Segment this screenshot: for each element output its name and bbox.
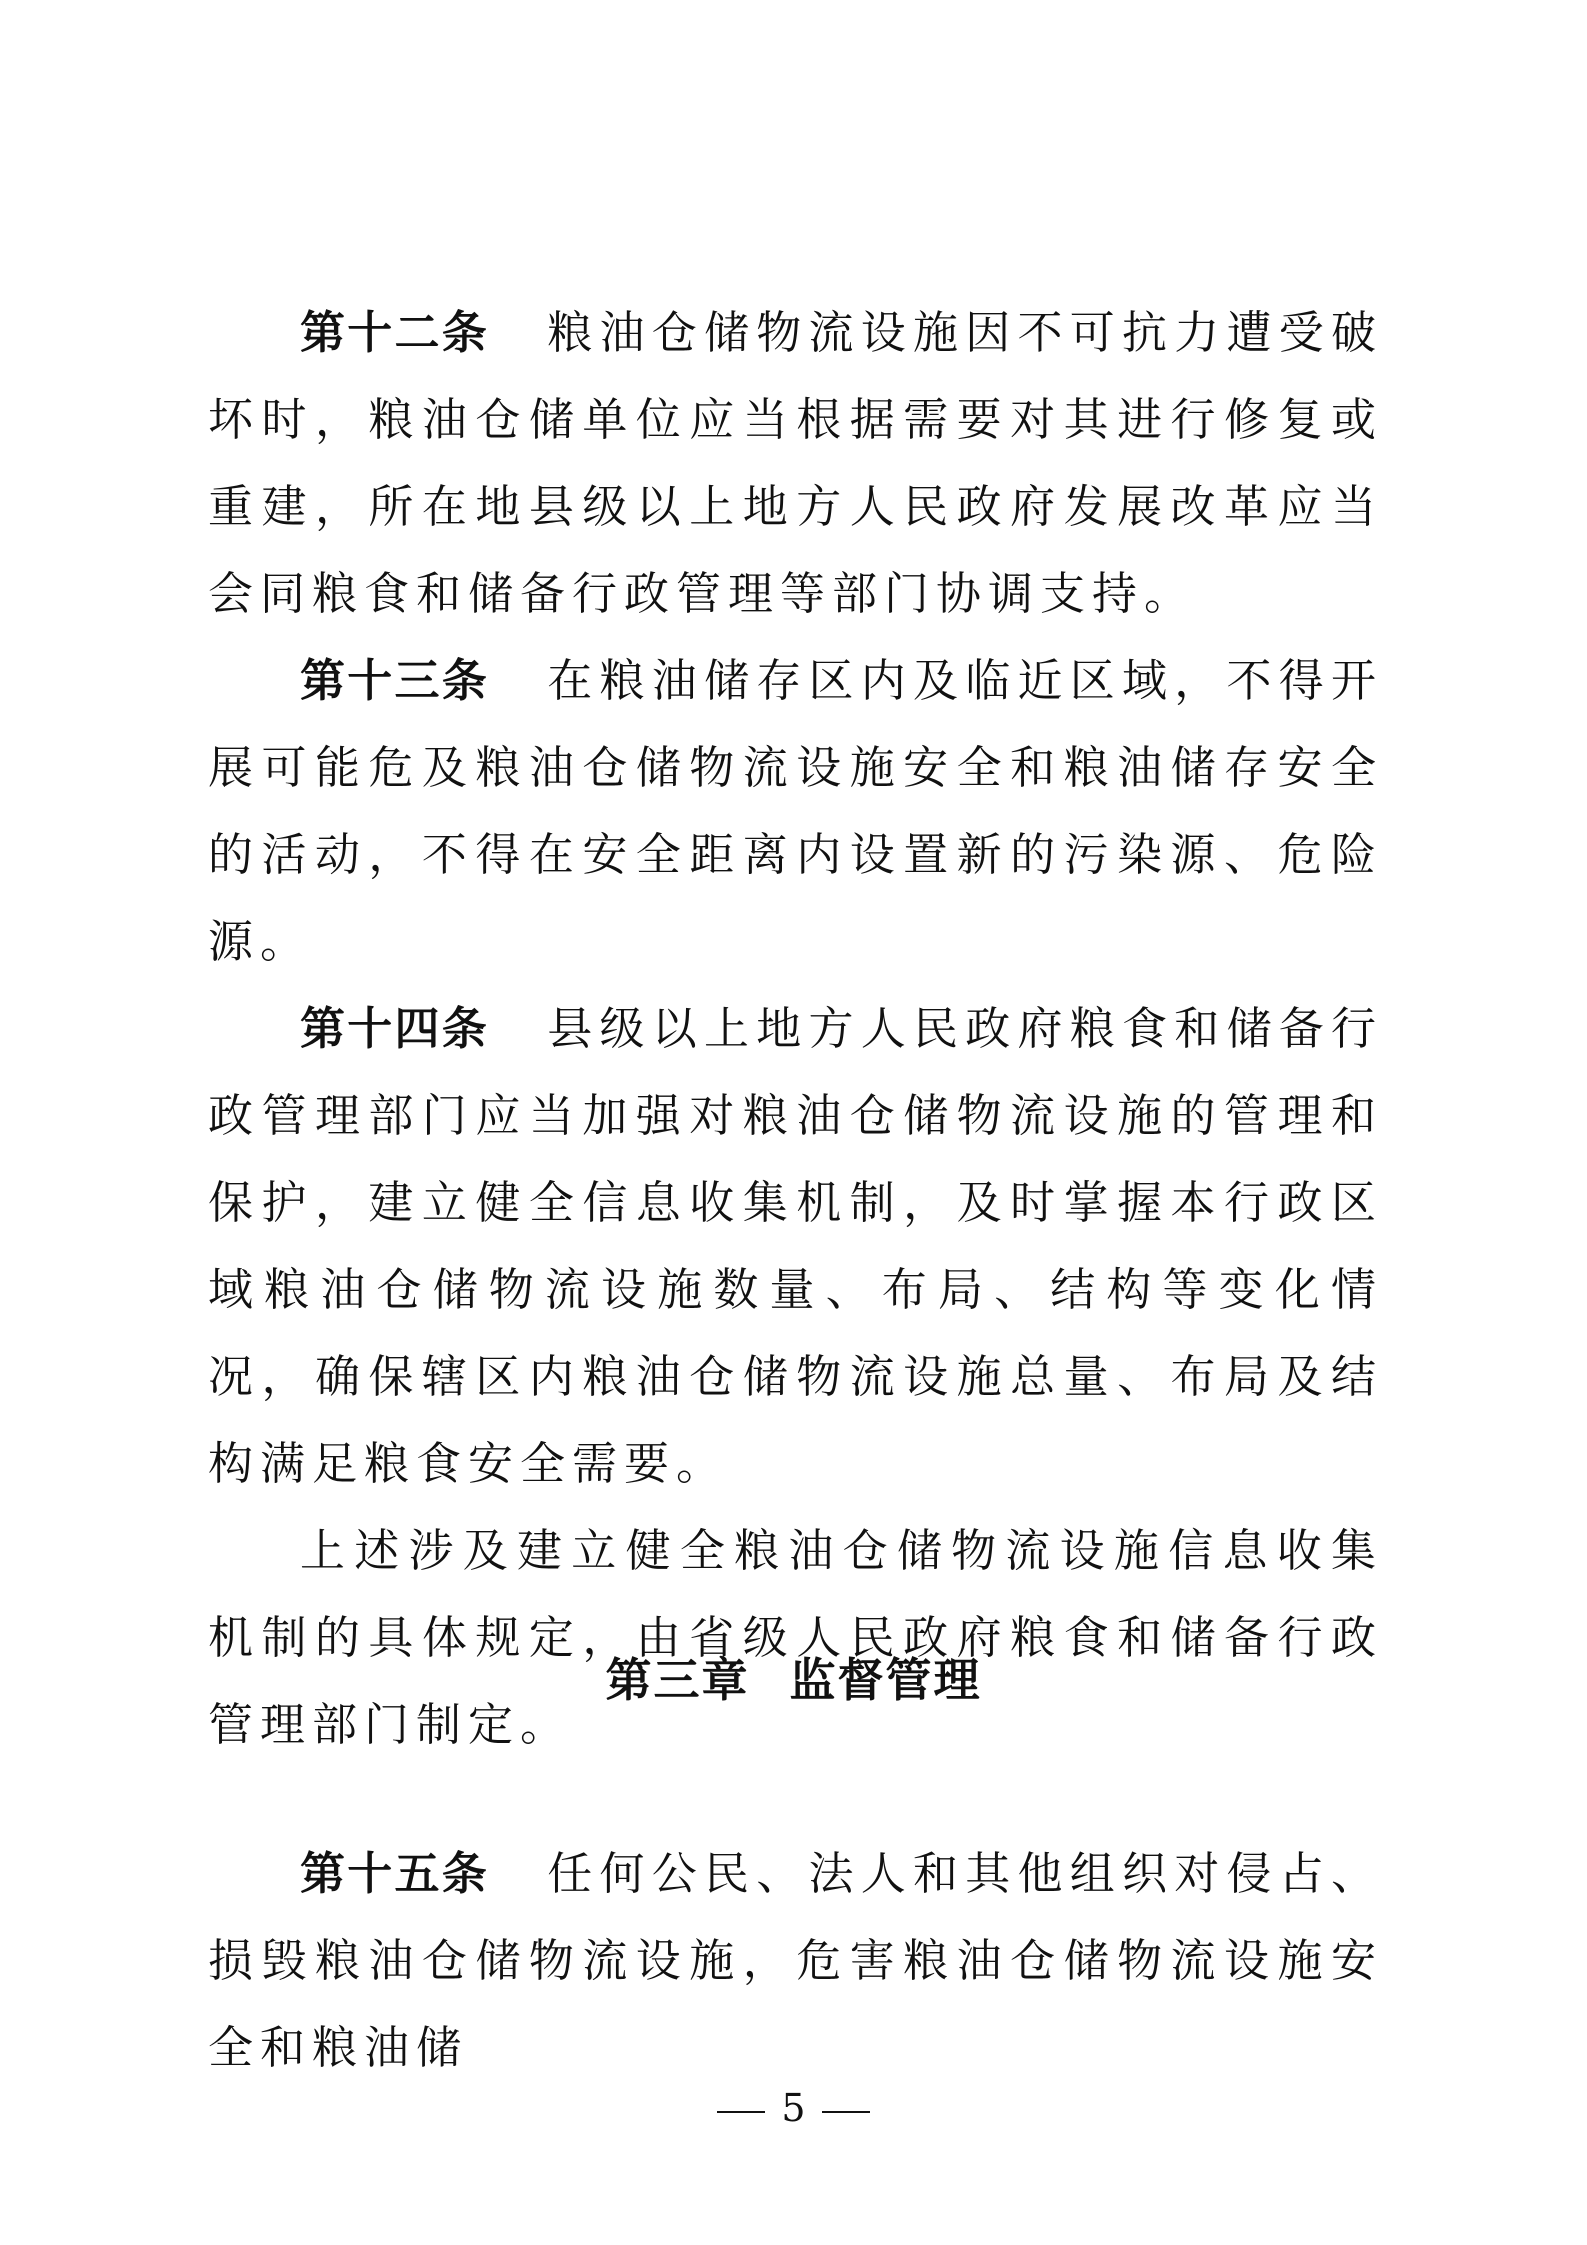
footer-dash-left xyxy=(717,2111,765,2113)
continuation-paragraph: 上述涉及建立健全粮油仓储物流设施信息收集机制的具体规定，由省级人民政府粮食和储备行政管理部门制定。 xyxy=(208,1524,1383,1751)
article-label: 第十四条 xyxy=(300,1002,489,1055)
article-text: 在粮油储存区内及临近区域，不得开展可能危及粮油仓储物流设施安全和粮油储存安全的活动，不得在安全距离内设置新的污染源、危险源。 xyxy=(208,654,1383,968)
chapter-number: 第三章 xyxy=(605,1653,750,1707)
page-footer xyxy=(0,2078,1587,2138)
body-text-upper xyxy=(208,289,1383,1768)
article-text: 粮油仓储物流设施因不可抗力遭受破坏时，粮油仓储单位应当根据需要对其进行修复或重建，所在地县级以上地方人民政府发展改革应当会同粮食和储备行政管理等部门协调支持。 xyxy=(208,306,1383,620)
footer-dash-right xyxy=(822,2111,870,2113)
page-number: 5 xyxy=(781,2086,806,2130)
article-label: 第十二条 xyxy=(300,306,489,359)
article-label: 第十三条 xyxy=(300,654,489,707)
article-12 xyxy=(208,289,1383,637)
body-text-lower xyxy=(208,1830,1383,2091)
article-text: 县级以上地方人民政府粮食和储备行政管理部门应当加强对粮油仓储物流设施的管理和保护，建立健全信息收集机制，及时掌握本行政区域粮油仓储物流设施数量、布局、结构等变化情况，确保辖区内粮油仓储物流设施总量、布局及结构满足粮食安全需要。 xyxy=(208,1002,1383,1490)
article-text: 任何公民、法人和其他组织对侵占、损毁粮油仓储物流设施，危害粮油仓储物流设施安全和粮油储 xyxy=(208,1847,1383,2074)
chapter-title: 监督管理 xyxy=(789,1653,982,1707)
article-14 xyxy=(208,985,1383,1507)
chapter-heading xyxy=(0,1640,1587,1720)
article-label: 第十五条 xyxy=(300,1847,489,1900)
article-13 xyxy=(208,637,1383,985)
article-15 xyxy=(208,1830,1383,2091)
